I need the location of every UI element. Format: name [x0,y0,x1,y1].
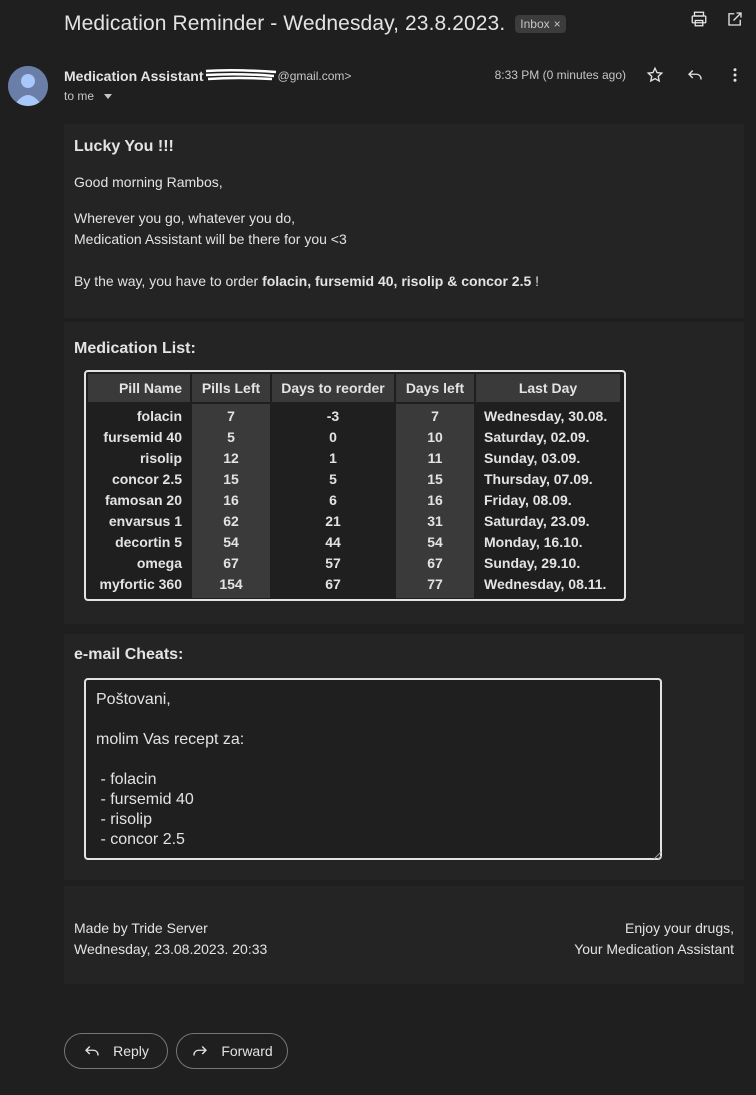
table-cell: famosan 20 [104,492,182,508]
footer-card [64,886,744,984]
table-cell: Sunday, 03.09. [484,450,581,466]
inbox-label-chip[interactable] [515,15,565,33]
table-cell: 5 [329,471,337,487]
medication-card [64,322,744,624]
medication-table [84,370,626,601]
remove-label-icon[interactable]: × [553,17,561,31]
intro-heading: Lucky You !!! [74,138,174,155]
table-cell: -3 [326,408,340,424]
more-vert-icon [726,66,744,84]
signature-line-2: Your Medication Assistant [574,941,734,957]
inbox-label: Inbox [520,17,550,31]
forward-icon [191,1042,209,1060]
medication-title: Medication List: [74,340,196,357]
column-header: Pills Left [192,374,270,402]
redacted-email-scribble [204,72,274,80]
email-subject: Medication Reminder - Wednesday, 23.8.2023. [64,12,506,35]
table-cell: 6 [329,492,337,508]
table-cell: Sunday, 29.10. [484,555,581,571]
sender-email: @gmail.com> [277,69,352,83]
table-cell: Wednesday, 08.11. [484,576,607,592]
table-cell: envarsus 1 [108,513,182,529]
avatar-icon [8,66,48,106]
table-cell: 67 [223,555,239,571]
avatar[interactable] [8,66,48,106]
table-cell: Saturday, 23.09. [484,513,590,529]
table-cell: 11 [427,450,443,466]
table-cell: 5 [227,429,235,445]
table-cell: 77 [427,576,443,592]
table-cell: risolip [139,450,182,466]
sender-line [64,68,351,84]
star-icon [646,66,664,84]
recipient-line[interactable] [64,89,112,103]
table-cell: 7 [431,408,439,424]
open-new-window-button[interactable] [724,8,746,30]
order-prefix: By the way, you have to order [74,273,263,289]
table-cell: 1 [329,450,337,466]
table-cell: 44 [325,534,341,550]
table-cell: Friday, 08.09. [484,492,572,508]
order-items: folacin, fursemid 40, risolip & concor 2.5 [262,273,532,289]
resize-handle-icon[interactable] [652,850,662,860]
made-by: Made by Tride Server [74,920,208,936]
intro-line-1: Wherever you go, whatever you do, [74,210,296,226]
table-cell: 0 [329,429,337,445]
table-cell: 10 [427,429,443,445]
reply-header-button[interactable] [684,64,706,86]
table-cell: 21 [325,513,341,529]
open-new-window-icon [726,10,744,28]
star-button[interactable] [644,64,666,86]
table-cell: fursemid 40 [103,429,182,445]
table-cell: 16 [223,492,239,508]
reply-label: Reply [113,1043,149,1059]
column-header: Days left [396,374,474,402]
table-cell: 54 [223,534,239,550]
table-cell: 12 [223,450,239,466]
reply-icon [83,1042,101,1060]
message-time: 8:33 PM (0 minutes ago) [494,68,626,82]
print-button[interactable] [688,8,710,30]
table-cell: Saturday, 02.09. [484,429,590,445]
order-suffix: ! [531,273,540,289]
footer-left [74,918,267,960]
table-cell: 67 [427,555,443,571]
sender-name[interactable]: Medication Assistant [64,68,204,84]
table-cell: 15 [223,471,239,487]
reply-button[interactable] [64,1033,168,1069]
top-toolbar [688,8,746,30]
table-cell: decortin 5 [115,534,182,550]
intro-line-2: Medication Assistant will be there for you <3 [74,231,347,247]
table-cell: concor 2.5 [111,471,182,487]
table-cell: folacin [136,408,182,424]
forward-label: Forward [221,1043,273,1059]
recipient-label: to me [64,89,95,103]
print-icon [690,10,708,28]
table-cell: Monday, 16.10. [484,534,583,550]
cheats-textarea[interactable]: Poštovani, molim Vas recept za: - folacin - fursemid 40 - risolip - concor 2.5 [84,678,662,860]
table-cell: 7 [227,408,235,424]
column-header: Pill Name [88,374,190,402]
footer-timestamp: Wednesday, 23.08.2023. 20:33 [74,941,268,957]
intro-card [64,124,744,318]
more-options-button[interactable] [724,64,746,86]
table-cell: myfortic 360 [99,576,182,592]
table-cell: 62 [223,513,239,529]
table-cell: 15 [427,471,443,487]
reply-icon [686,66,704,84]
table-cell: 31 [427,513,443,529]
greeting: Good morning Rambos, [74,174,223,190]
table-cell: 16 [427,492,443,508]
table-cell: 54 [427,534,443,550]
column-header: Last Day [476,374,620,402]
table-cell: 67 [325,576,341,592]
table-cell: 57 [325,555,341,571]
column-header: Days to reorder [272,374,394,402]
subject-row [64,8,756,40]
chevron-down-icon[interactable] [104,94,112,99]
table-cell: Wednesday, 30.08. [484,408,608,424]
table-cell: omega [136,555,182,571]
footer-right [574,918,734,960]
cheats-card [64,634,744,880]
table-cell: 154 [219,576,243,592]
table-cell: Thursday, 07.09. [484,471,593,487]
forward-button[interactable] [176,1033,288,1069]
message-meta [495,64,746,86]
cheats-title: e-mail Cheats: [74,646,184,663]
signature-line-1: Enjoy your drugs, [625,920,734,936]
order-notice [74,271,539,292]
